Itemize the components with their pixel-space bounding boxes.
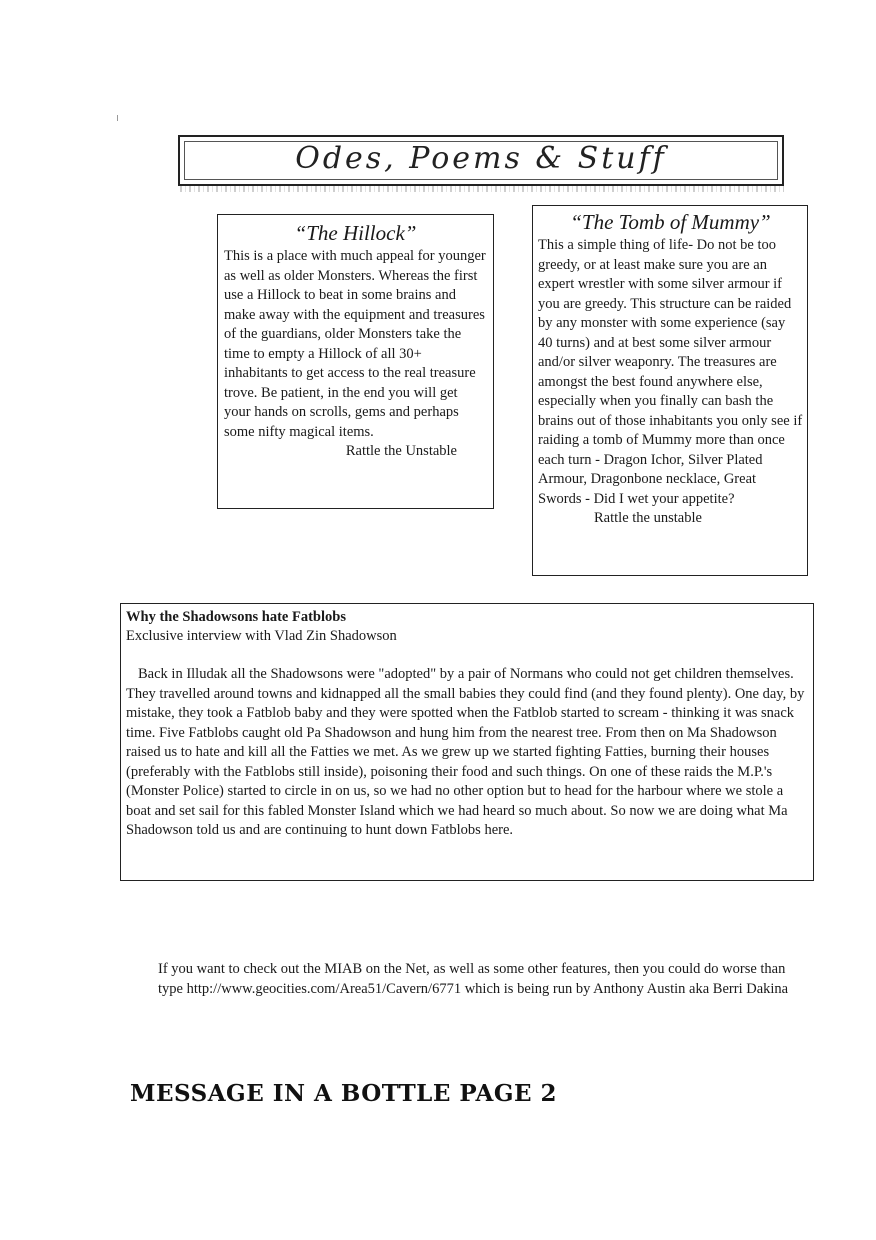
hillock-box bbox=[217, 214, 494, 509]
interview-subtitle: Exclusive interview with Vlad Zin Shadowson bbox=[126, 628, 397, 644]
interview-body: Back in Illudak all the Shadowsons were "adopted" by a pair of Normans who could not get children themselves. They travelled around towns and kidnapped all the small babies they could find (and they found plenty). One day, by mistake, they took a Fatblob baby and they were spotted when the Fatblob started to scream - thinking it was snack time. Five Fatblobs caught old Pa Shadowson and hung him from the nearest tree. From then on Ma Shadowson raised us to hate and kill all the Fatties we met. As we grew up we started fighting Fatties, burning their houses (preferably with the Fatblobs still inside), poisoning their food and such things. On one of these raids the M.P.'s (Monster Police) started to circle in on us, so we had no other option but to head for the harbour where we stole a boat and set sail for this fabled Monster Island which we had heard so much about. So now we are doing what Ma Shadowson told us and are continuing to hunt down Fatblobs here. bbox=[126, 666, 805, 838]
interview-title: Why the Shadowsons hate Fatblobs bbox=[126, 609, 346, 625]
section-banner bbox=[178, 135, 784, 186]
tomb-box bbox=[532, 205, 808, 576]
hillock-signature: Rattle the Unstable bbox=[345, 443, 457, 459]
hillock-body: This is a place with much appeal for younger as well as older Monsters. Whereas the first use a Hillock to beat in some brains and make away with the equipment and treasures of the guardians, older Monsters take the time to empty a Hillock of all 30+ inhabitants to get access to the real treasure trove. Be patient, in the end you will get your hands on scrolls, gems and perhaps some nifty magical items. bbox=[224, 248, 486, 440]
tomb-signature: Rattle the unstable bbox=[594, 510, 702, 526]
page-footer: MESSAGE IN A BOTTLE PAGE 2 bbox=[130, 1080, 558, 1107]
tomb-body: This a simple thing of life- Do not be too greedy, or at least make sure you are an expert wrestler with some silver armour if you are greedy. This structure can be raided by any monster with some experience (say 40 turns) and at best some silver armour and/or silver weaponry. The treasures are amongst the best found anywhere else, especially when you finally can bash the brains out of those inhabitants you only see if raiding a tomb of Mummy more than once each turn - Dragon Ichor, Silver Plated Armour, Dragonbone necklace, Great Swords - Did I wet your appetite? bbox=[538, 237, 803, 507]
tomb-title: “The Tomb of Mummy” bbox=[570, 210, 771, 234]
banner-title: Odes, Poems & Stuff bbox=[295, 141, 667, 176]
footnote-paragraph: If you want to check out the MIAB on the Net, as well as some other features, then you could do worse than type http://www.geocities.com/Area51/Cavern/6771 which is being run by Anthony Austin aka Berri Dakina bbox=[158, 961, 789, 997]
hillock-title: “The Hillock” bbox=[294, 221, 417, 245]
interview-box bbox=[120, 603, 814, 881]
scan-speck bbox=[117, 115, 118, 121]
banner-shadow bbox=[180, 186, 784, 192]
